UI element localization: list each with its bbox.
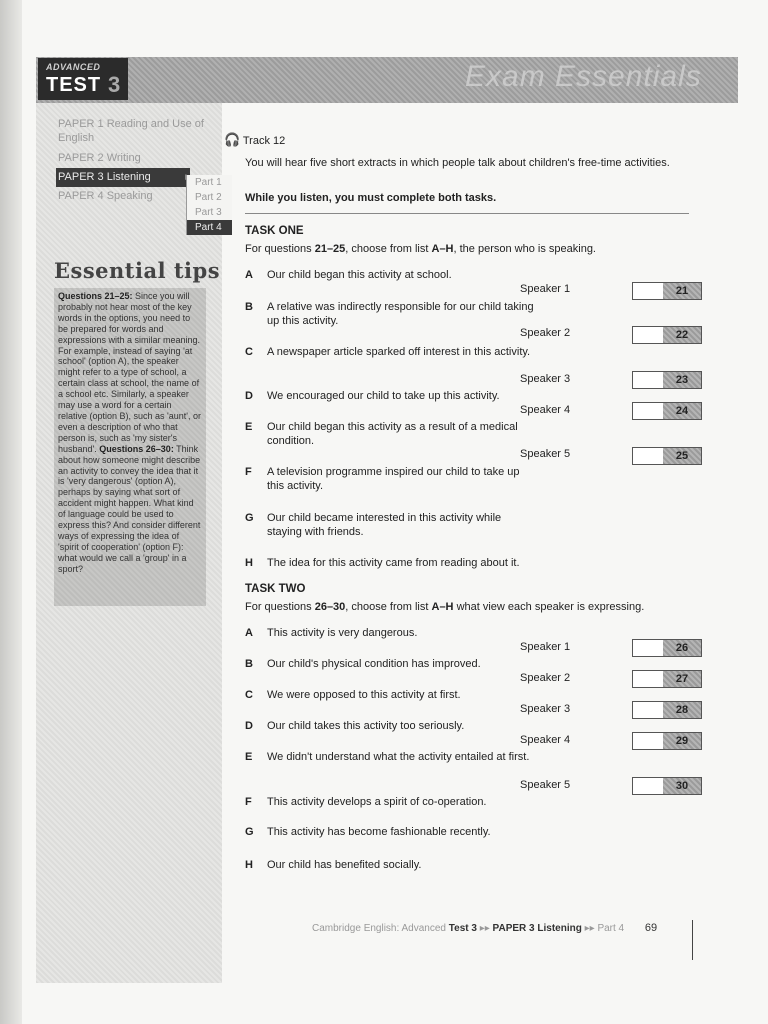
- option-letter: H: [245, 859, 253, 871]
- option-text: We encouraged our child to take up this activity.: [267, 390, 500, 402]
- answer-box[interactable]: [632, 371, 702, 389]
- divider: [245, 213, 689, 214]
- section-title: Exam Essentials: [465, 60, 702, 93]
- question-number: 23: [663, 372, 701, 388]
- part-item-1[interactable]: Part 1: [186, 175, 232, 190]
- answer-box[interactable]: [632, 670, 702, 688]
- tips-heading: Essential tips: [54, 258, 221, 283]
- option-text: Our child's physical condition has improved.: [267, 658, 481, 670]
- footer-rule: [692, 920, 693, 960]
- footer-paper: PAPER 3 Listening: [492, 923, 582, 934]
- instr-range: A–H: [431, 243, 454, 255]
- option-item: [245, 345, 535, 359]
- answer-box[interactable]: [632, 282, 702, 300]
- instr-text: , the person who is speaking.: [453, 243, 596, 255]
- instr-text: , choose from list: [345, 243, 432, 255]
- tips-q1-label: Questions 21–25:: [58, 291, 133, 301]
- footer-book: Cambridge English: Advanced: [312, 923, 446, 934]
- option-letter: E: [245, 751, 253, 763]
- question-number: 27: [663, 671, 701, 687]
- paper-item-label: PAPER 1 Reading and Use of English: [58, 118, 204, 144]
- option-text: A relative was indirectly responsible for our child taking up this activity.: [267, 301, 534, 327]
- speaker-label: Speaker 5: [520, 779, 571, 791]
- page-edge: [0, 0, 22, 1024]
- paper-item-reading[interactable]: [56, 115, 226, 149]
- tips-q2-label: Questions 26–30:: [99, 443, 174, 454]
- answer-box[interactable]: [632, 326, 702, 344]
- instr-text: what view each speaker is expressing.: [453, 601, 645, 613]
- question-number: 30: [663, 778, 701, 794]
- option-text: This activity has become fashionable recently.: [267, 826, 491, 838]
- option-letter: C: [245, 346, 253, 358]
- intro-text: You will hear five short extracts in which people talk about children's free-time activities.: [245, 157, 670, 169]
- test-label: TEST: [46, 74, 102, 96]
- option-text: This activity is very dangerous.: [267, 627, 418, 639]
- option-text: We were opposed to this activity at first.: [267, 689, 461, 701]
- option-text: Our child takes this activity too seriously.: [267, 720, 465, 732]
- answer-box[interactable]: [632, 777, 702, 795]
- level-label: ADVANCED: [46, 62, 101, 72]
- option-item: [245, 420, 535, 448]
- page-number: 69: [644, 922, 658, 934]
- task-two-instructions: [245, 601, 644, 613]
- speaker-label: Speaker 4: [520, 734, 571, 746]
- option-item: [245, 657, 535, 671]
- test-tag: [38, 58, 128, 100]
- option-item: [245, 268, 535, 282]
- instr-text: For questions: [245, 243, 315, 255]
- option-text: Our child has benefited socially.: [267, 859, 422, 871]
- part-item-3[interactable]: Part 3: [186, 205, 232, 220]
- option-text: A newspaper article sparked off interest in this activity.: [267, 346, 531, 358]
- option-text: We didn't understand what the activity entailed at first.: [267, 751, 530, 763]
- question-number: 24: [663, 403, 701, 419]
- option-letter: A: [245, 627, 253, 639]
- option-letter: C: [245, 689, 253, 701]
- option-letter: G: [245, 512, 254, 524]
- option-item: [245, 795, 535, 809]
- instr-text: , choose from list: [345, 601, 432, 613]
- option-text: Our child began this activity at school.: [267, 269, 452, 281]
- answer-box[interactable]: [632, 639, 702, 657]
- instr-questions: 26–30: [314, 601, 346, 613]
- option-text: Our child began this activity as a result of a medical condition.: [267, 421, 518, 447]
- option-item: [245, 750, 535, 764]
- option-text: This activity develops a spirit of co-operation.: [267, 796, 487, 808]
- option-text: Our child became interested in this activity while staying with friends.: [267, 512, 502, 538]
- speaker-label: Speaker 2: [520, 327, 571, 339]
- intro-bold: While you listen, you must complete both tasks.: [245, 192, 497, 204]
- question-number: 26: [663, 640, 701, 656]
- option-letter: B: [245, 301, 253, 313]
- task-two-title: TASK TWO: [245, 583, 306, 595]
- headphones-icon: 🎧: [224, 132, 241, 147]
- option-letter: H: [245, 557, 253, 569]
- option-letter: G: [245, 826, 254, 838]
- option-item: [245, 389, 535, 403]
- task-one-instructions: [245, 243, 596, 255]
- question-number: 29: [663, 733, 701, 749]
- option-item: [245, 511, 535, 539]
- speaker-label: Speaker 3: [520, 703, 571, 715]
- option-item: [245, 719, 535, 733]
- question-number: 21: [663, 283, 701, 299]
- option-item: [245, 626, 535, 640]
- tips-q2-text: Think about how someone might describe an activity to convey the idea that it is 'very dangerous' (option A), perhaps by saying what sort of accident might happen. What kind of language could be used to express this? And consider different ways of expressing the idea of 'spirit of cooperation' (option F): what would we call a 'group' in a sport?: [58, 443, 201, 574]
- task-one-title: TASK ONE: [245, 225, 304, 237]
- option-text: The idea for this activity came from reading about it.: [267, 557, 520, 569]
- footer-part: Part 4: [597, 923, 625, 934]
- paper-item-listening[interactable]: [56, 168, 190, 187]
- option-item: [245, 825, 535, 839]
- part-nav: [186, 175, 232, 235]
- instr-questions: 21–25: [314, 243, 346, 255]
- option-letter: B: [245, 658, 253, 670]
- paper-item-label: PAPER 2 Writing: [58, 152, 141, 164]
- chevron-right-icon: ▸▸: [584, 923, 595, 934]
- option-letter: A: [245, 269, 253, 281]
- footer-test: Test 3: [448, 923, 477, 934]
- speaker-label: Speaker 1: [520, 641, 571, 653]
- part-item-4[interactable]: Part 4: [186, 220, 232, 235]
- option-item: [245, 688, 535, 702]
- option-item: [245, 858, 535, 872]
- speaker-label: Speaker 2: [520, 672, 571, 684]
- answer-box[interactable]: [632, 732, 702, 750]
- speaker-label: Speaker 1: [520, 283, 571, 295]
- speaker-label: Speaker 5: [520, 448, 571, 460]
- option-letter: F: [245, 796, 252, 808]
- page-footer: [312, 922, 657, 934]
- answer-box[interactable]: [632, 447, 702, 465]
- paper-item-writing[interactable]: [56, 149, 226, 168]
- instr-range: A–H: [431, 601, 454, 613]
- option-letter: D: [245, 390, 253, 402]
- paper-item-label: PAPER 3 Listening: [58, 171, 151, 183]
- track-label: Track 12: [242, 135, 286, 147]
- answer-box[interactable]: [632, 402, 702, 420]
- option-letter: D: [245, 720, 253, 732]
- chevron-right-icon: ▸▸: [479, 923, 490, 934]
- answer-box[interactable]: [632, 701, 702, 719]
- track: [224, 132, 285, 148]
- paper-item-label: PAPER 4 Speaking: [58, 190, 153, 202]
- speaker-label: Speaker 3: [520, 373, 571, 385]
- question-number: 25: [663, 448, 701, 464]
- speaker-label: Speaker 4: [520, 404, 571, 416]
- option-item: [245, 465, 535, 493]
- part-item-2[interactable]: Part 2: [186, 190, 232, 205]
- option-text: A television programme inspired our child to take up this activity.: [267, 466, 520, 492]
- instr-text: For questions: [245, 601, 315, 613]
- tips-q1-text: Since you will probably not hear most of the key words in the options, you need to be prepared for words and expressions with a similar meaning. For example, instead of saying 'at school' (option A), the speaker might refer to a type of school, a certain class at school, the name of a school etc. Similarly, a speaker may use a word for a certain relative (option B), such as 'aunt', or even a description of who that person is, such as 'my sister's husband'.: [58, 291, 202, 454]
- option-item: [245, 300, 535, 328]
- option-item: [245, 556, 535, 570]
- option-letter: F: [245, 466, 252, 478]
- option-letter: E: [245, 421, 253, 433]
- question-number: 22: [663, 327, 701, 343]
- question-number: 28: [663, 702, 701, 718]
- tips-box: [54, 288, 206, 606]
- test-number: 3: [108, 72, 121, 97]
